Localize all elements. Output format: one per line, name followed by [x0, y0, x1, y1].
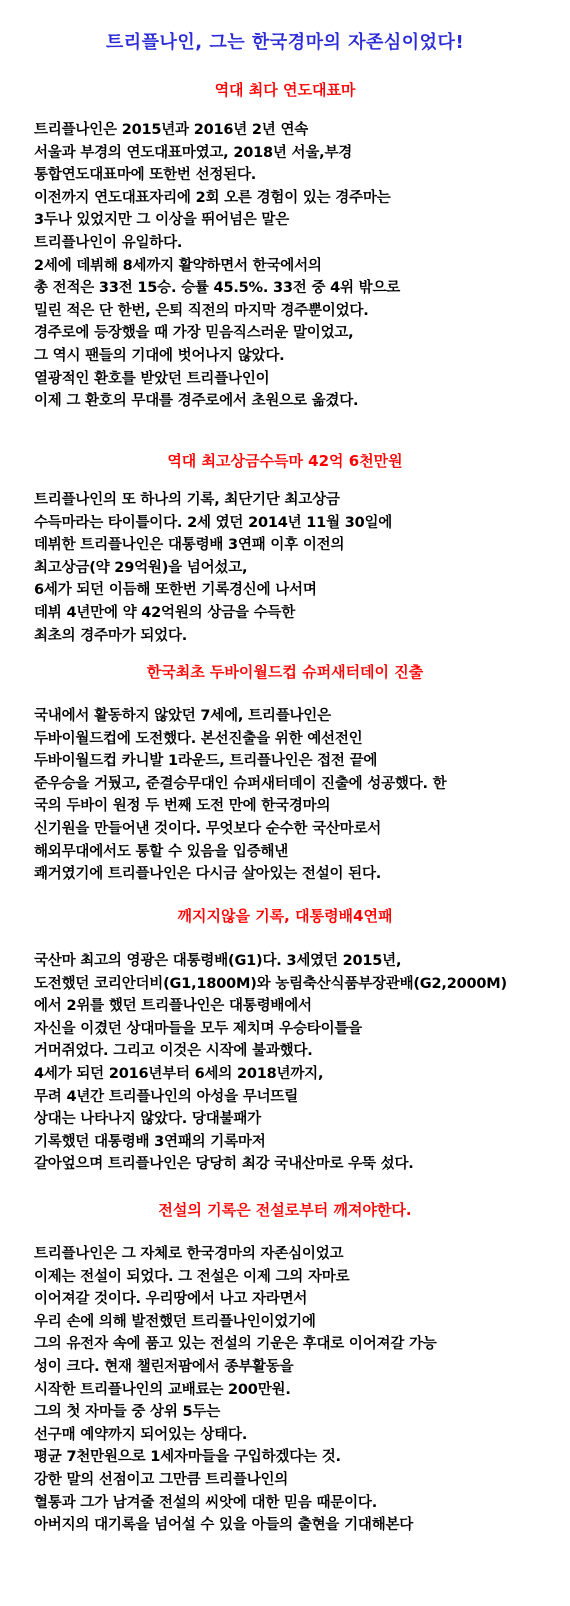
body-line: 성이 크다. 현재 챌린저팜에서 종부활동을 [34, 1358, 294, 1375]
section-heading-highest-prize: 역대 최고상금수득마 42억 6천만원 [167, 452, 403, 470]
body-line: 수득마라는 타이틀이다. 2세 였던 2014년 11월 30일에 [34, 514, 393, 531]
body-line: 시작한 트리플나인의 교배료는 200만원. [34, 1381, 291, 1398]
body-line: 거머쥐었다. 그리고 이것은 시작에 불과했다. [34, 1043, 313, 1060]
section-heading-most-horse-of-year: 역대 최다 연도대표마 [214, 81, 356, 99]
section-body-legend [34, 1243, 564, 1537]
body-line: 에서 2위를 했던 트리플나인은 대통령배에서 [34, 998, 312, 1015]
body-line: 경주로에 등장했을 때 가장 믿음직스러운 말이었고, [34, 325, 354, 342]
body-line: 그의 첫 자마들 중 상위 5두는 [34, 1404, 221, 1421]
body-line: 최고상금(약 29억원)을 넘어섰고, [34, 559, 248, 576]
body-line: 이제 그 환호의 무대를 경주로에서 초원으로 옮겼다. [34, 393, 359, 410]
body-line: 2세에 데뷔해 8세까지 활약하면서 한국에서의 [34, 257, 322, 274]
body-line: 트리플나인은 2015년과 2016년 2년 연속 [34, 122, 309, 138]
body-line: 두바이월드컵 카니발 1라운드, 트리플나인은 접전 끝에 [34, 753, 378, 770]
body-line: 혈통과 그가 남겨줄 전설의 씨앗에 대한 믿음 때문이다. [34, 1494, 377, 1511]
body-line: 4세가 되던 2016년부터 6세의 2018년까지, [34, 1065, 324, 1082]
section-body-dubai-world-cup [34, 705, 564, 886]
section-body-presidents-cup [34, 950, 564, 1176]
body-line: 서울과 부경의 연도대표마였고, 2018년 서울,부경 [34, 144, 353, 161]
body-line: 트리플나인의 또 하나의 기록, 최단기단 최고상금 [34, 492, 340, 508]
body-line: 열광적인 환호를 받았던 트리플나인이 [34, 370, 270, 387]
section-heading-dubai-world-cup: 한국최초 두바이월드컵 슈퍼새터데이 진출 [146, 663, 424, 681]
body-line: 기록했던 대통령배 3연패의 기록마저 [34, 1133, 266, 1150]
body-line: 도전했던 코리안더비(G1,1800M)와 농림축산식품부장관배(G2,2000M) [34, 975, 507, 992]
body-line: 해외무대에서도 통할 수 있음을 입증해낸 [34, 843, 289, 860]
body-line: 갈아엎으며 트리플나인은 당당히 최강 국내산마로 우뚝 섰다. [34, 1156, 414, 1173]
body-line: 준우승을 거뒀고, 준결승무대인 슈퍼새터데이 진출에 성공했다. 한 [34, 775, 447, 792]
body-line: 이제는 전설이 되었다. 그 전설은 이제 그의 자마로 [34, 1268, 350, 1285]
body-line: 국의 두바이 원정 두 번째 도전 만에 한국경마의 [34, 798, 331, 815]
section-body-most-horse-of-year [34, 119, 564, 413]
body-line: 이어져갈 것이다. 우리땅에서 나고 자라면서 [34, 1291, 308, 1308]
body-line: 그 역시 팬들의 기대에 벗어나지 않았다. [34, 347, 285, 364]
body-line: 무려 4년간 트리플나인의 아성을 무너뜨릴 [34, 1088, 298, 1105]
body-line: 신기원을 만들어낸 것이다. 무엇보다 순수한 국산마로서 [34, 820, 382, 837]
body-line: 데뷔한 트리플나인은 대통령배 3연패 이후 이전의 [34, 537, 345, 554]
body-line: 6세가 되던 이듬해 또한번 기록경신에 나서며 [34, 582, 317, 599]
body-line: 3두나 있었지만 그 이상을 뛰어넘은 말은 [34, 212, 290, 229]
page-title: 트리플나인, 그는 한국경마의 자존심이었다! [105, 32, 465, 53]
body-line: 트리플나인이 유일하다. [34, 234, 183, 251]
body-line: 아버지의 대기록을 넘어설 수 있을 아들의 출현을 기대해본다 [34, 1517, 414, 1534]
body-line: 평균 7천만원으로 1세자마들을 구입하겠다는 것. [34, 1449, 341, 1466]
body-line: 이전까지 연도대표자리에 2회 오른 경험이 있는 경주마는 [34, 189, 391, 206]
body-line: 우리 손에 의해 발전했던 트리플나인이었기에 [34, 1313, 316, 1330]
body-line: 트리플나인은 그 자체로 한국경마의 자존심이었고 [34, 1246, 344, 1262]
body-line: 밀린 적은 단 한번, 은퇴 직전의 마지막 경주뿐이었다. [34, 302, 369, 319]
section-heading-presidents-cup: 깨지지않을 기록, 대통령배4연패 [177, 907, 393, 925]
body-line: 총 전적은 33전 15승. 승률 45.5%. 33전 중 4위 밖으로 [34, 280, 401, 297]
body-line: 그의 유전자 속에 품고 있는 전설의 기운은 후대로 이어져갈 가능 [34, 1336, 437, 1353]
body-line: 최초의 경주마가 되었다. [34, 627, 188, 644]
body-line: 국산마 최고의 영광은 대통령배(G1)다. 3세였던 2015년, [34, 953, 402, 969]
body-line: 강한 말의 선점이고 그만큼 트리플나인의 [34, 1471, 289, 1488]
section-heading-legend: 전설의 기록은 전설로부터 깨져야한다. [158, 1201, 412, 1219]
section-body-highest-prize [34, 489, 564, 647]
body-line: 국내에서 활동하지 않았던 7세에, 트리플나인은 [34, 708, 331, 724]
body-line: 데뷔 4년만에 약 42억원의 상금을 수득한 [34, 604, 296, 621]
body-line: 자신을 이겼던 상대마들을 모두 제치며 우승타이틀을 [34, 1020, 362, 1037]
body-line: 통합연도대표마에 또한번 선정된다. [34, 167, 257, 184]
body-line: 선구매 예약까지 되어있는 상태다. [34, 1426, 248, 1443]
body-line: 상대는 나타나지 않았다. 당대불패가 [34, 1111, 261, 1128]
body-line: 두바이월드컵에 도전했다. 본선진출을 위한 예선전인 [34, 730, 363, 747]
body-line: 쾌거였기에 트리플나인은 다시금 살아있는 전설이 된다. [34, 866, 382, 883]
